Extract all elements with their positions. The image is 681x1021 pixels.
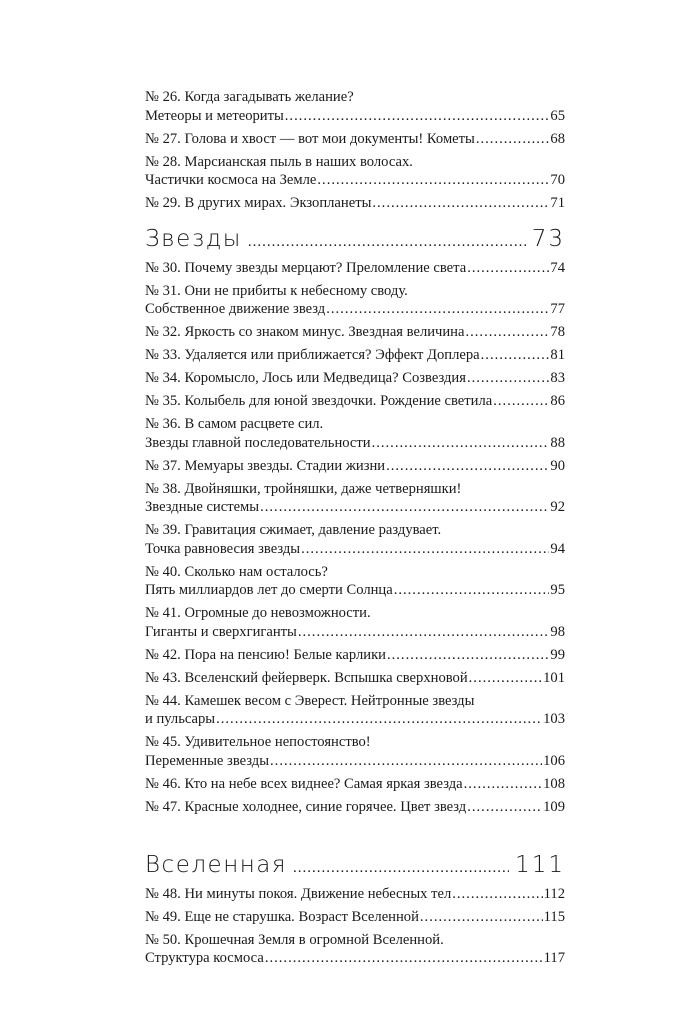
toc-entry-last-line xyxy=(145,885,565,904)
table-of-contents xyxy=(145,88,565,972)
toc-entry-last-line xyxy=(145,908,565,927)
toc-entry-line: № 28. Марсианская пыль в наших волосах. xyxy=(145,153,413,170)
section-page-number: 111 xyxy=(515,851,565,878)
toc-entry xyxy=(145,259,565,278)
dot-leader xyxy=(372,194,549,213)
toc-entry-text: № 30. Почему звезды мерцают? Преломление света xyxy=(145,259,467,276)
toc-entry-text: Собственное движение звезд xyxy=(145,301,326,317)
toc-entry-last-line xyxy=(145,623,565,642)
toc-page-number: 117 xyxy=(543,950,565,966)
dot-leader xyxy=(465,323,549,342)
toc-page-number: 70 xyxy=(550,172,565,188)
toc-page-number: 78 xyxy=(550,324,565,340)
toc-entry-text: Структура космоса xyxy=(145,950,264,966)
dot-leader xyxy=(317,171,549,190)
toc-entry-last-line xyxy=(145,949,565,968)
toc-page-number: 68 xyxy=(550,130,565,147)
toc-entry-line: № 50. Крошечная Земля в огромной Вселенной. xyxy=(145,931,444,948)
toc-page-number: 90 xyxy=(550,457,565,474)
dot-leader xyxy=(493,392,549,411)
toc-entry-last-line xyxy=(145,752,565,771)
toc-entry-text: № 34. Коромысло, Лось или Медведица? Созвездия xyxy=(145,370,466,386)
toc-entry xyxy=(145,346,565,365)
toc-entry-text: Пять миллиардов лет до смерти Солнца xyxy=(145,582,393,598)
toc-entry-text: Точка равновесия звезды xyxy=(145,540,301,557)
toc-entry-text: № 37. Мемуары звезды. Стадии жизни xyxy=(145,457,386,474)
toc-entry xyxy=(145,775,565,794)
dot-leader xyxy=(265,949,543,968)
toc-entry-last-line xyxy=(145,346,565,365)
toc-page-number: 92 xyxy=(550,499,565,515)
toc-entry-line: № 36. В самом расцвете сил. xyxy=(145,416,324,432)
toc-entry xyxy=(145,521,565,558)
toc-entry-text: № 43. Вселенский фейерверк. Вспышка сверхновой xyxy=(145,669,468,686)
toc-entry-last-line xyxy=(145,107,565,126)
toc-entry xyxy=(145,931,565,968)
toc-entry xyxy=(145,130,565,149)
dot-leader xyxy=(420,908,543,927)
toc-entry xyxy=(145,194,565,213)
toc-entry-last-line xyxy=(145,498,565,517)
toc-entry-last-line xyxy=(145,798,565,817)
dot-leader xyxy=(481,346,550,365)
section-gap xyxy=(145,821,565,839)
dot-leader xyxy=(464,775,543,794)
toc-entry-last-line xyxy=(145,194,565,213)
toc-entry-text: № 33. Удаляется или приближается? Эффект Доплера xyxy=(145,347,480,363)
toc-page-number: 94 xyxy=(550,540,565,557)
toc-entry-text: № 42. Пора на пенсию! Белые карлики xyxy=(145,646,386,663)
toc-entry-text: Звезды главной последовательности xyxy=(145,434,371,451)
toc-entry xyxy=(145,885,565,904)
toc-entry-text: № 32. Яркость со знаком минус. Звездная величина xyxy=(145,324,465,340)
toc-page-number: 81 xyxy=(550,347,565,363)
toc-entry-text: № 48. Ни минуты покоя. Движение небесных тел xyxy=(145,885,452,902)
toc-entry xyxy=(145,415,565,452)
dot-leader xyxy=(394,581,550,600)
toc-entry xyxy=(145,480,565,517)
toc-entry xyxy=(145,604,565,641)
toc-page-number: 95 xyxy=(550,582,565,598)
toc-entry xyxy=(145,88,565,125)
section-heading xyxy=(145,851,565,882)
dot-leader xyxy=(216,710,542,729)
toc-entry xyxy=(145,669,565,688)
toc-page-number: 108 xyxy=(543,775,565,792)
toc-entry xyxy=(145,369,565,388)
toc-page-number: 88 xyxy=(550,434,565,451)
toc-entry-last-line xyxy=(145,581,565,600)
toc-page-number: 101 xyxy=(543,669,565,686)
toc-page-number: 86 xyxy=(550,393,565,409)
dot-leader xyxy=(386,457,549,476)
toc-entry-text: № 35. Колыбель для юной звездочки. Рождение светила xyxy=(145,393,493,409)
toc-entry-line: № 26. Когда загадывать желание? xyxy=(145,89,354,105)
toc-page-number: 74 xyxy=(550,259,565,276)
toc-entry xyxy=(145,908,565,927)
toc-page-number: 99 xyxy=(550,646,565,663)
toc-entry-last-line xyxy=(145,646,565,665)
toc-entry-last-line xyxy=(145,540,565,559)
toc-entry-text: № 29. В других мирах. Экзопланеты xyxy=(145,195,372,211)
toc-page-number: 106 xyxy=(543,752,565,769)
toc-page-number: 115 xyxy=(543,908,565,925)
toc-entry-line: № 44. Камешек весом с Эверест. Нейтронные звезды xyxy=(145,692,475,709)
section-title: Звезды xyxy=(145,225,242,252)
dot-leader xyxy=(467,259,549,278)
toc-entry-line: № 31. Они не прибиты к небесному своду. xyxy=(145,282,408,299)
toc-entry xyxy=(145,153,565,190)
toc-entry-line: № 38. Двойняшки, тройняшки, даже четверняшки! xyxy=(145,480,462,497)
toc-entry-line: № 40. Сколько нам осталось? xyxy=(145,563,328,580)
toc-entry-text: Гиганты и сверхгиганты xyxy=(145,623,297,640)
toc-entry-last-line xyxy=(145,300,565,319)
toc-entry xyxy=(145,563,565,600)
dot-leader xyxy=(301,540,549,559)
dot-leader xyxy=(285,107,550,126)
toc-entry-line: № 45. Удивительное непостоянство! xyxy=(145,734,371,750)
toc-entry-text: Метеоры и метеориты xyxy=(145,107,284,124)
section-title: Вселенная xyxy=(145,851,287,878)
toc-entry-text: Звездные системы xyxy=(145,499,260,515)
toc-entry-last-line xyxy=(145,259,565,278)
toc-entry-text: № 47. Красные холоднее, синие горячее. Цвет звезд xyxy=(145,798,467,815)
toc-entry-text: № 49. Еще не старушка. Возраст Вселенной xyxy=(145,908,419,925)
toc-entry-last-line xyxy=(145,369,565,388)
toc-entry-last-line xyxy=(145,669,565,688)
toc-entry-last-line xyxy=(145,710,565,729)
toc-page-number: 77 xyxy=(550,301,565,317)
section-heading xyxy=(145,225,565,256)
dot-leader xyxy=(298,623,550,642)
toc-page-number: 71 xyxy=(550,195,565,211)
toc-entry-text: Переменные звезды xyxy=(145,752,270,769)
toc-entry-line: № 41. Огромные до невозможности. xyxy=(145,605,371,621)
toc-page-number: 65 xyxy=(550,107,565,124)
dot-leader xyxy=(469,669,542,688)
dot-leader xyxy=(476,130,550,149)
toc-entry-last-line xyxy=(145,434,565,453)
section-page-number: 73 xyxy=(531,225,565,252)
dot-leader xyxy=(248,228,526,256)
toc-page-number: 112 xyxy=(543,885,565,902)
dot-leader xyxy=(467,798,542,817)
toc-entry xyxy=(145,282,565,319)
toc-entry-last-line xyxy=(145,171,565,190)
dot-leader xyxy=(372,434,550,453)
toc-entry xyxy=(145,646,565,665)
toc-entry xyxy=(145,798,565,817)
toc-entry-text: № 27. Голова и хвост — вот мои документы! Кометы xyxy=(145,130,475,147)
dot-leader xyxy=(387,646,549,665)
toc-entry-last-line xyxy=(145,457,565,476)
dot-leader xyxy=(452,885,542,904)
toc-entry-last-line xyxy=(145,130,565,149)
toc-entry xyxy=(145,733,565,770)
toc-entry xyxy=(145,323,565,342)
dot-leader xyxy=(293,854,509,882)
dot-leader xyxy=(326,300,549,319)
toc-entry xyxy=(145,457,565,476)
toc-entry xyxy=(145,692,565,729)
toc-entry-last-line xyxy=(145,775,565,794)
toc-entry-text: Частички космоса на Земле xyxy=(145,172,317,188)
toc-entry xyxy=(145,392,565,411)
toc-entry-text: и пульсары xyxy=(145,711,216,727)
dot-leader xyxy=(467,369,549,388)
toc-page-number: 103 xyxy=(543,711,565,727)
toc-page-number: 83 xyxy=(550,370,565,386)
toc-entry-last-line xyxy=(145,323,565,342)
toc-entry-text: № 46. Кто на небе всех виднее? Самая яркая звезда xyxy=(145,775,463,792)
toc-page-number: 109 xyxy=(543,798,565,815)
toc-entry-last-line xyxy=(145,392,565,411)
dot-leader xyxy=(270,752,542,771)
toc-entry-line: № 39. Гравитация сжимает, давление раздувает. xyxy=(145,522,442,538)
dot-leader xyxy=(260,498,549,517)
toc-page-number: 98 xyxy=(550,623,565,640)
